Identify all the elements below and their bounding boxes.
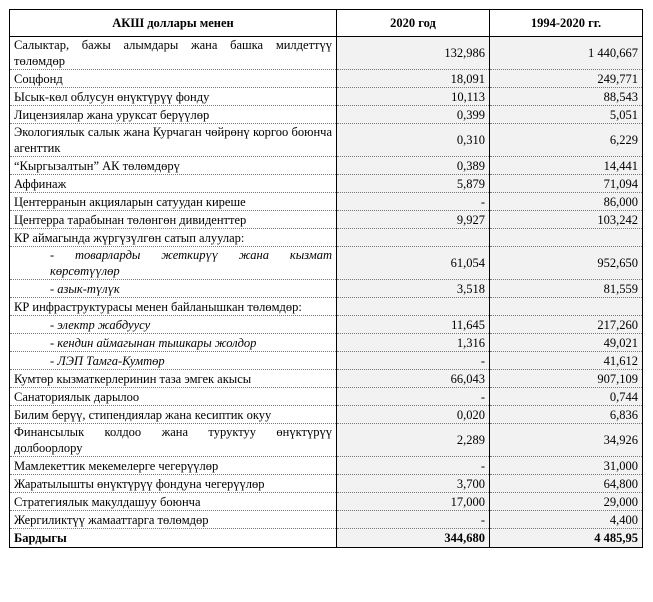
table-row <box>10 406 643 424</box>
row-value-total: 71,094 <box>490 175 643 193</box>
row-label: Жергиликтүү жамааттарга төлөмдөр <box>10 511 337 529</box>
table-row <box>10 475 643 493</box>
row-label: Аффинаж <box>10 175 337 193</box>
table-row <box>10 352 643 370</box>
row-label: Стратегиялык макулдашуу боюнча <box>10 493 337 511</box>
row-value-2020: - <box>337 388 490 406</box>
row-value-2020: 3,700 <box>337 475 490 493</box>
row-label: - азык-түлүк <box>10 280 337 298</box>
row-value-2020: - <box>337 457 490 475</box>
row-value-total <box>490 298 643 316</box>
row-label: КР аймагында жүргүзүлгөн сатып алуулар: <box>10 229 337 247</box>
row-value-total: 5,051 <box>490 106 643 124</box>
table-row <box>10 88 643 106</box>
row-value-total: 64,800 <box>490 475 643 493</box>
row-label: Билим берүү, стипендиялар жана кесиптик окуу <box>10 406 337 424</box>
header-2020: 2020 год <box>337 10 490 37</box>
row-label: Жаратылышты өнүктүрүү фондуна чегерүүлөр <box>10 475 337 493</box>
row-value-total: 0,744 <box>490 388 643 406</box>
table-row <box>10 493 643 511</box>
table-body <box>10 37 643 548</box>
row-value-2020: - <box>337 511 490 529</box>
row-value-2020: 0,399 <box>337 106 490 124</box>
row-value-2020: 3,518 <box>337 280 490 298</box>
table-header-row <box>10 10 643 37</box>
total-value-overall: 4 485,95 <box>490 529 643 548</box>
row-label: Санаториялык дарылоо <box>10 388 337 406</box>
table-row <box>10 37 643 70</box>
row-value-total: 14,441 <box>490 157 643 175</box>
row-label: - ЛЭП Тамга-Кумтөр <box>10 352 337 370</box>
row-value-2020: 0,020 <box>337 406 490 424</box>
row-value-total: 6,836 <box>490 406 643 424</box>
row-value-total: 103,242 <box>490 211 643 229</box>
table-row <box>10 157 643 175</box>
table-row <box>10 511 643 529</box>
row-value-2020: 18,091 <box>337 70 490 88</box>
table-row <box>10 247 643 280</box>
row-value-2020: - <box>337 352 490 370</box>
row-value-2020: 0,310 <box>337 124 490 157</box>
row-label: Лицензиялар жана уруксат берүүлөр <box>10 106 337 124</box>
row-value-total: 34,926 <box>490 424 643 457</box>
row-value-2020: 9,927 <box>337 211 490 229</box>
table-row <box>10 280 643 298</box>
row-value-total: 952,650 <box>490 247 643 280</box>
table-row <box>10 193 643 211</box>
row-label: Финансылык колдоо жана туруктуу өнүктүрүү долбоорлору <box>10 424 337 457</box>
row-value-total: 81,559 <box>490 280 643 298</box>
row-label: - товарларды жеткирүү жана кызмат көрсөтүүлөр <box>10 247 337 280</box>
row-value-2020: 5,879 <box>337 175 490 193</box>
row-value-2020: 11,645 <box>337 316 490 334</box>
row-value-total: 41,612 <box>490 352 643 370</box>
row-value-total: 31,000 <box>490 457 643 475</box>
row-value-total: 6,229 <box>490 124 643 157</box>
table-row <box>10 211 643 229</box>
row-value-2020: 0,389 <box>337 157 490 175</box>
row-value-total: 86,000 <box>490 193 643 211</box>
row-value-2020: 61,054 <box>337 247 490 280</box>
table-row <box>10 106 643 124</box>
table-row <box>10 424 643 457</box>
row-label: Экологиялык салык жана Курчаган чөйрөнү коргоо боюнча агенттик <box>10 124 337 157</box>
row-label: КР инфраструктурасы менен байланышкан төлөмдөр: <box>10 298 337 316</box>
row-label: Центерранын акцияларын сатуудан киреше <box>10 193 337 211</box>
table-row <box>10 334 643 352</box>
table-row <box>10 388 643 406</box>
row-label: Кумтөр кызматкерлеринин таза эмгек акысы <box>10 370 337 388</box>
table-row <box>10 457 643 475</box>
payments-table <box>9 9 643 548</box>
row-value-2020: 10,113 <box>337 88 490 106</box>
table-row <box>10 124 643 157</box>
row-value-2020: 1,316 <box>337 334 490 352</box>
table-row <box>10 229 643 247</box>
row-label: Соцфонд <box>10 70 337 88</box>
row-value-total: 1 440,667 <box>490 37 643 70</box>
row-value-total: 217,260 <box>490 316 643 334</box>
table-row <box>10 316 643 334</box>
row-label: “Кыргызалтын” АК төлөмдөрү <box>10 157 337 175</box>
row-label: - электр жабдуусу <box>10 316 337 334</box>
header-currency: АКШ доллары менен <box>10 10 337 37</box>
row-label: - кендин аймагынан тышкары жолдор <box>10 334 337 352</box>
table-row <box>10 370 643 388</box>
row-value-2020: 17,000 <box>337 493 490 511</box>
table-row <box>10 298 643 316</box>
row-label: Салыктар, бажы алымдары жана башка милдеттүү төлөмдөр <box>10 37 337 70</box>
total-label: Бардыгы <box>10 529 337 548</box>
table-row <box>10 175 643 193</box>
row-value-2020 <box>337 298 490 316</box>
row-value-total <box>490 229 643 247</box>
table-container <box>9 9 643 548</box>
row-value-total: 907,109 <box>490 370 643 388</box>
row-value-total: 29,000 <box>490 493 643 511</box>
row-value-total: 249,771 <box>490 70 643 88</box>
table-row <box>10 70 643 88</box>
row-value-total: 49,021 <box>490 334 643 352</box>
row-value-total: 88,543 <box>490 88 643 106</box>
row-value-2020: 132,986 <box>337 37 490 70</box>
row-value-2020: 2,289 <box>337 424 490 457</box>
row-value-2020 <box>337 229 490 247</box>
row-label: Центерра тарабынан төлөнгөн дивиденттер <box>10 211 337 229</box>
row-label: Мамлекеттик мекемелерге чегерүүлөр <box>10 457 337 475</box>
total-value-2020: 344,680 <box>337 529 490 548</box>
row-value-total: 4,400 <box>490 511 643 529</box>
total-row <box>10 529 643 548</box>
header-1994-2020: 1994-2020 гг. <box>490 10 643 37</box>
row-value-2020: 66,043 <box>337 370 490 388</box>
row-value-2020: - <box>337 193 490 211</box>
row-label: Ысык-көл облусун өнүктүрүү фонду <box>10 88 337 106</box>
